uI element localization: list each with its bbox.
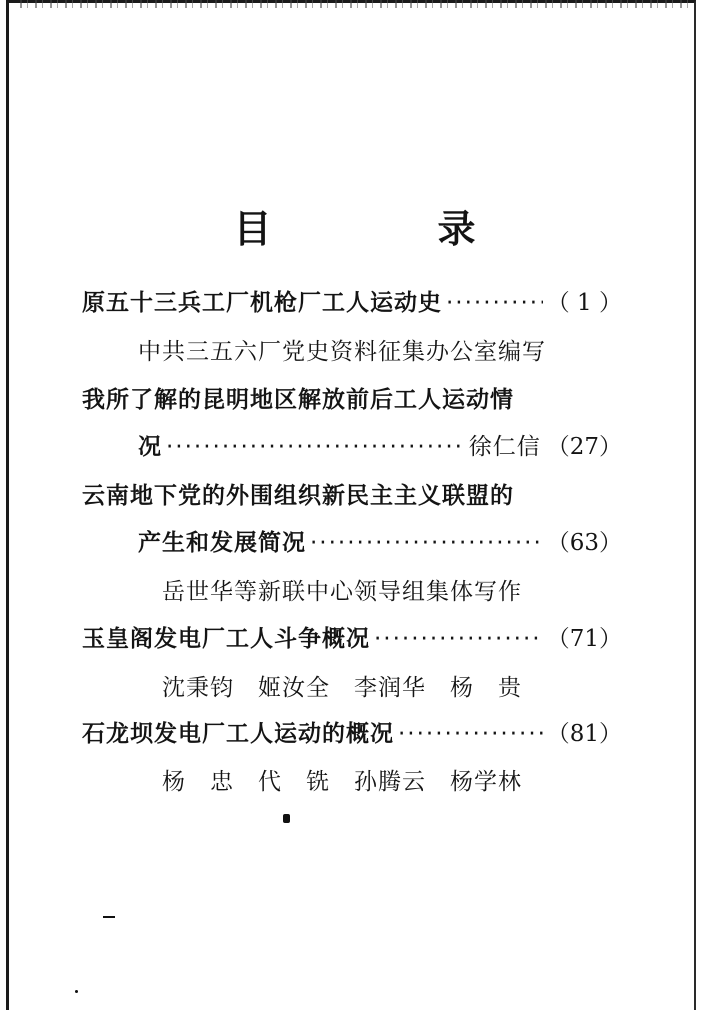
- toc-entry-2-line1: 我所了解的昆明地区解放前后工人运动情: [82, 387, 514, 413]
- toc-page-number: （63）: [546, 530, 622, 556]
- toc-entry-title: 原五十三兵工厂机枪厂工人运动史: [82, 290, 442, 316]
- scan-speck: [75, 990, 78, 993]
- toc-author-4: 沈秉钧 姬汝全 李润华 杨 贵: [162, 675, 522, 701]
- toc-entry-5: [82, 715, 622, 748]
- toc-author-3: 岳世华等新联中心领导组集体写作: [162, 579, 522, 605]
- toc-leader-dots: [398, 721, 543, 747]
- toc-entry-4: [82, 620, 622, 653]
- toc-page-number: （ 1 ）: [546, 290, 622, 316]
- scan-speck: [103, 916, 115, 918]
- scan-edge-noise: [20, 0, 690, 8]
- page-title: 目 录: [233, 207, 540, 251]
- toc-entry-1: [82, 284, 622, 317]
- toc-entry-2-line2: [138, 428, 622, 461]
- toc-inline-author: 徐仁信: [468, 434, 541, 460]
- toc-entry-3-line2: [138, 524, 622, 557]
- toc-leader-dots: [310, 530, 543, 556]
- toc-entry-title: 石龙坝发电厂工人运动的概况: [82, 721, 394, 747]
- toc-leader-dots: [446, 290, 543, 316]
- toc-leader-dots: [166, 434, 465, 460]
- toc-leader-dots: [374, 626, 543, 652]
- toc-entry-title: 玉皇阁发电厂工人斗争概况: [82, 626, 370, 652]
- toc-page-number: （27）: [546, 434, 622, 460]
- toc-entry-3-line1: 云南地下党的外围组织新民主主义联盟的: [82, 483, 514, 509]
- toc-entry-title-cont: 产生和发展简况: [138, 530, 306, 556]
- toc-author-1: 中共三五六厂党史资料征集办公室编写: [138, 339, 546, 365]
- toc-page-number: （81）: [546, 721, 622, 747]
- toc-author-5: 杨 忠 代 铣 孙腾云 杨学林: [162, 769, 522, 795]
- toc-page-number: （71）: [546, 626, 622, 652]
- toc-entry-title-cont: 况: [138, 434, 162, 460]
- scan-speck: [283, 814, 290, 823]
